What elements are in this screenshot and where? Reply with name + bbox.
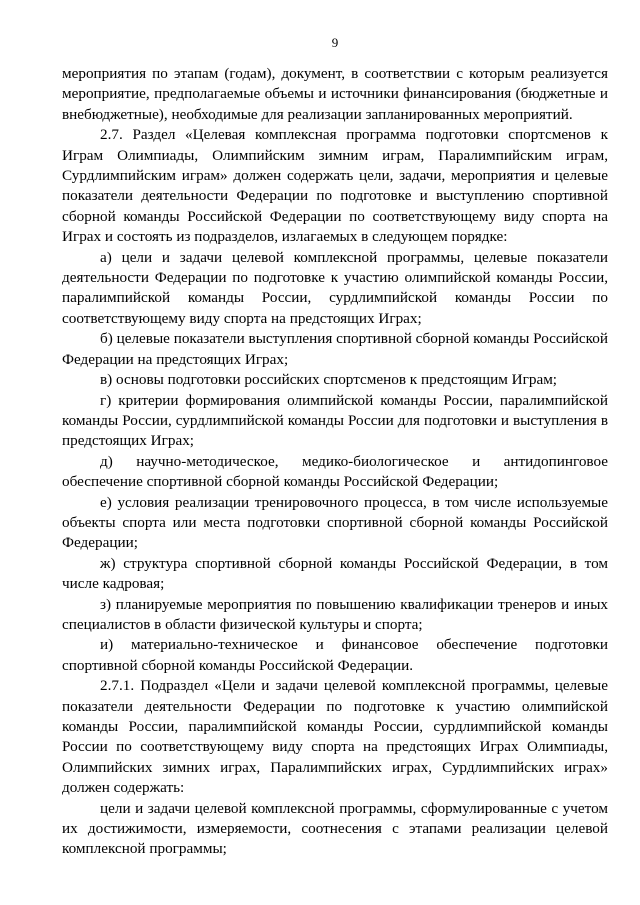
page-number: 9 — [331, 35, 339, 50]
paragraph-section-2-7-1: 2.7.1. Подраздел «Цели и задачи целевой комплексной программы, целевые показатели деятельности Федерации по подготовке к участию олимпийской команды России, паралимпийской команды России, сурдлимпийской команды России по соответствующему виду спорта на предстоящих Играх Олимпиады, Олимпийских зимних играх, Паралимпийских играх, Сурдлимпийских играх» должен содержать: — [62, 677, 608, 797]
list-item-e: е) условия реализации тренировочного процесса, в том числе используемые объекты спорта или места подготовки спортивной сборной команды Российской Федерации; — [62, 493, 608, 552]
list-item-a: а) цели и задачи целевой комплексной программы, целевые показатели деятельности Федерации по подготовке к участию олимпийской команды России, паралимпийской команды России, сурдлимпийской команды России по соответствующему виду спорта на предстоящих Играх; — [62, 248, 608, 327]
list-item-d: д) научно-методическое, медико-биологическое и антидопинговое обеспечение спортивной сборной команды Российской Федерации; — [62, 452, 608, 491]
list-item-z: з) планируемые мероприятия по повышению квалификации тренеров и иных специалистов в области физической культуры и спорта; — [62, 595, 608, 633]
paragraph-goals: цели и задачи целевой комплексной программы, сформулированные с учетом их достижимости, измеряемости, соотнесения с этапами реализации целевой комплексной программы; — [62, 799, 608, 858]
list-item-b: б) целевые показатели выступления спортивной сборной команды Российской Федерации на предстоящих Играх; — [62, 330, 608, 368]
list-item-zh: ж) структура спортивной сборной команды Российской Федерации, в том числе кадровая; — [62, 554, 608, 593]
list-item-i: и) материально-техническое и финансовое обеспечение подготовки спортивной сборной команды Российской Федерации. — [62, 636, 608, 674]
paragraph-continuation: мероприятия по этапам (годам), документ, в соответствии с которым реализуется мероприятие, предполагаемые объемы и источники финансирования (бюджетные и внебюджетные), необходимые для реализации запланированных мероприятий. — [62, 65, 608, 123]
list-item-g: г) критерии формирования олимпийской команды России, паралимпийской команды России, сурдлимпийской команды России для подготовки и выступления в предстоящих Играх; — [62, 391, 608, 450]
paragraph-section-2-7: 2.7. Раздел «Целевая комплексная программа подготовки спортсменов к Играм Олимпиады, Олимпийским зимним играм, Паралимпийским играм, Сурдлимпийским играм» должен содержать цели, задачи, мероприятия и целевые показатели деятельности Федерации по подготовке и выступлению спортивной сборной команды Российской Федерации по соответствующему виду спорта на Играх и состоять из подразделов, излагаемых в следующем порядке: — [62, 126, 608, 246]
list-item-v: в) основы подготовки российских спортсменов к предстоящим Играм; — [100, 371, 558, 389]
